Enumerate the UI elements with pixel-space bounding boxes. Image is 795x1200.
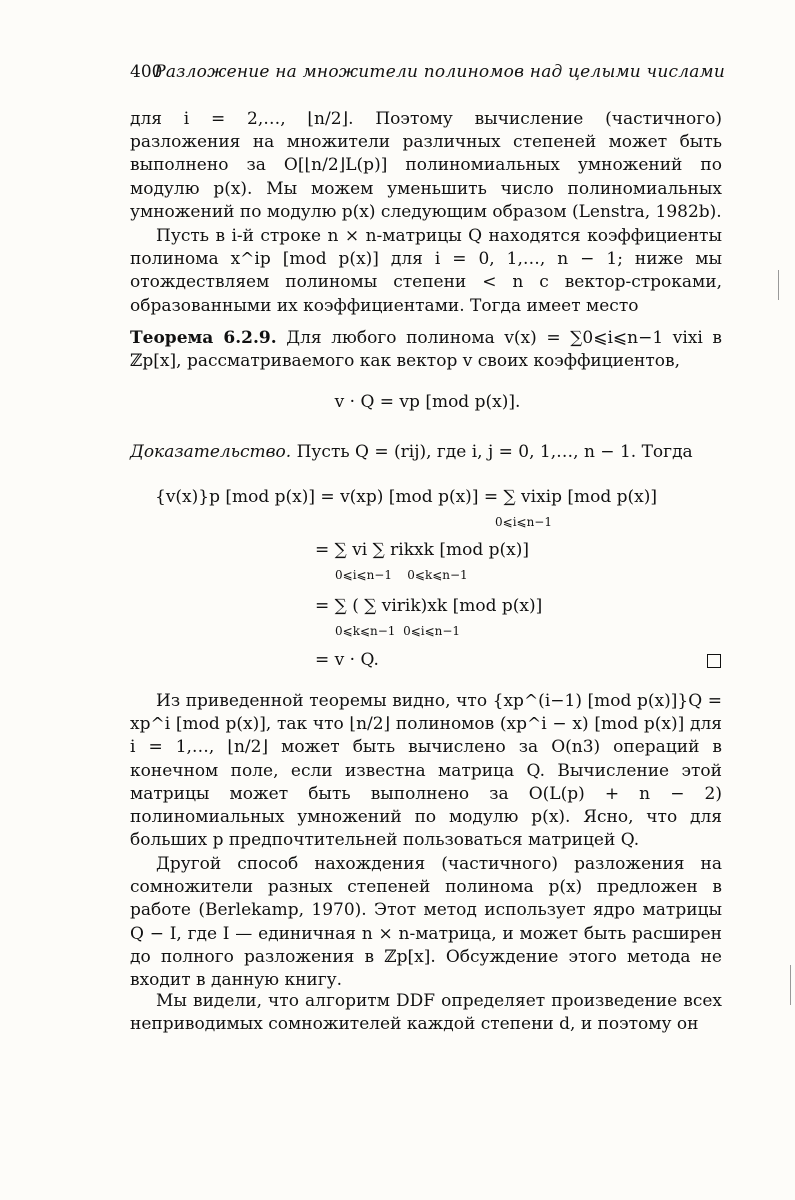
- paragraph-2: Пусть в i-й строке n × n-матрицы Q находятся коэффициенты полинома x^ip [mod p(x)] для i = 0, 1,…, n − 1; ниже мы отождествляем полиномы степени < n с вектор-строками, образованными их коэффициентами. Тогда имеет место: [130, 226, 722, 316]
- derivation-line-2-subscript: 0⩽i⩽n−1 0⩽k⩽n−1: [335, 568, 468, 582]
- qed-box-icon: [707, 654, 721, 668]
- paragraph-5: Другой способ нахождения (частичного) разложения на сомножители разных степеней полинома p(x) предложен в работе (Berlekamp, 1970). Этот метод использует ядро матрицы Q − I, где I — единичная n × n-матрица, и может быть расширен до полного разложения в ℤp[x]. Обсуждение этого метода не входит в данную книгу.: [130, 854, 722, 991]
- margin-scan-mark: [778, 270, 779, 300]
- paragraph-1: для i = 2,…, ⌊n/2⌋. Поэтому вычисление (частичного) разложения на множители различных степеней может быть выполнено за O[⌊n/2⌋L(p)] полиномиальных умножений по модулю p(x). Мы можем уменьшить число полиномиальных умножений по модулю p(x) следующим образом (Lenstra, 1982b).: [130, 109, 722, 222]
- margin-scan-mark: [790, 965, 791, 1005]
- derivation-line-3-text: = ∑ ( ∑ virik)xk [mod p(x)]: [315, 596, 543, 616]
- derivation-line-2: [315, 540, 529, 582]
- derivation-line-1-subscript: 0⩽i⩽n−1: [495, 515, 552, 529]
- proof-text: Пусть Q = (rij), где i, j = 0, 1,…, n − 1. Тогда: [296, 442, 693, 462]
- proof: [130, 441, 722, 464]
- paragraph-4: Из приведенной теоремы видно, что {xp^(i−1) [mod p(x)]}Q = xp^i [mod p(x)], так что ⌊n/2⌋ полиномов (xp^i − x) [mod p(x)] для i = 1,…, ⌊n/2⌋ может быть вычислено за O(n3) операций в конечном поле, если известна матрица Q. Вычисление этой матрицы может быть выполнено за O(L(p) + n − 2) полиномиальных умножений по модулю p(x). Ясно, что для больших p предпочтительней пользоваться матрицей Q.: [130, 691, 722, 851]
- derivation-line-1: [155, 487, 658, 529]
- paragraph-6: Мы видели, что алгоритм DDF определяет произведение всех неприводимых сомножителей каждой степени d, и поэтому он: [130, 991, 722, 1035]
- derivation-line-3-subscript: 0⩽k⩽n−1 0⩽i⩽n−1: [335, 624, 461, 638]
- derivation-line-4: = v · Q.: [315, 650, 379, 670]
- theorem-equation: v · Q = vp [mod p(x)].: [334, 392, 521, 412]
- theorem-text: Для любого полинома v(x) = ∑0⩽i⩽n−1 vixi в ℤp[x], рассматриваемого как вектор v своих коэффициентов,: [130, 328, 723, 372]
- page-number: 400: [130, 62, 163, 82]
- running-title: Разложение на множители полиномов над целыми числами: [154, 62, 725, 82]
- derivation-line-2-text: = ∑ vi ∑ rikxk [mod p(x)]: [315, 540, 529, 560]
- derivation-line-3: [315, 596, 543, 638]
- theorem: [130, 327, 722, 373]
- proof-label: Доказательство.: [130, 442, 292, 462]
- theorem-label: Теорема 6.2.9.: [130, 328, 277, 348]
- derivation-line-1-text: {v(x)}p [mod p(x)] = v(xp) [mod p(x)] = ∑ vixip [mod p(x)]: [155, 487, 658, 507]
